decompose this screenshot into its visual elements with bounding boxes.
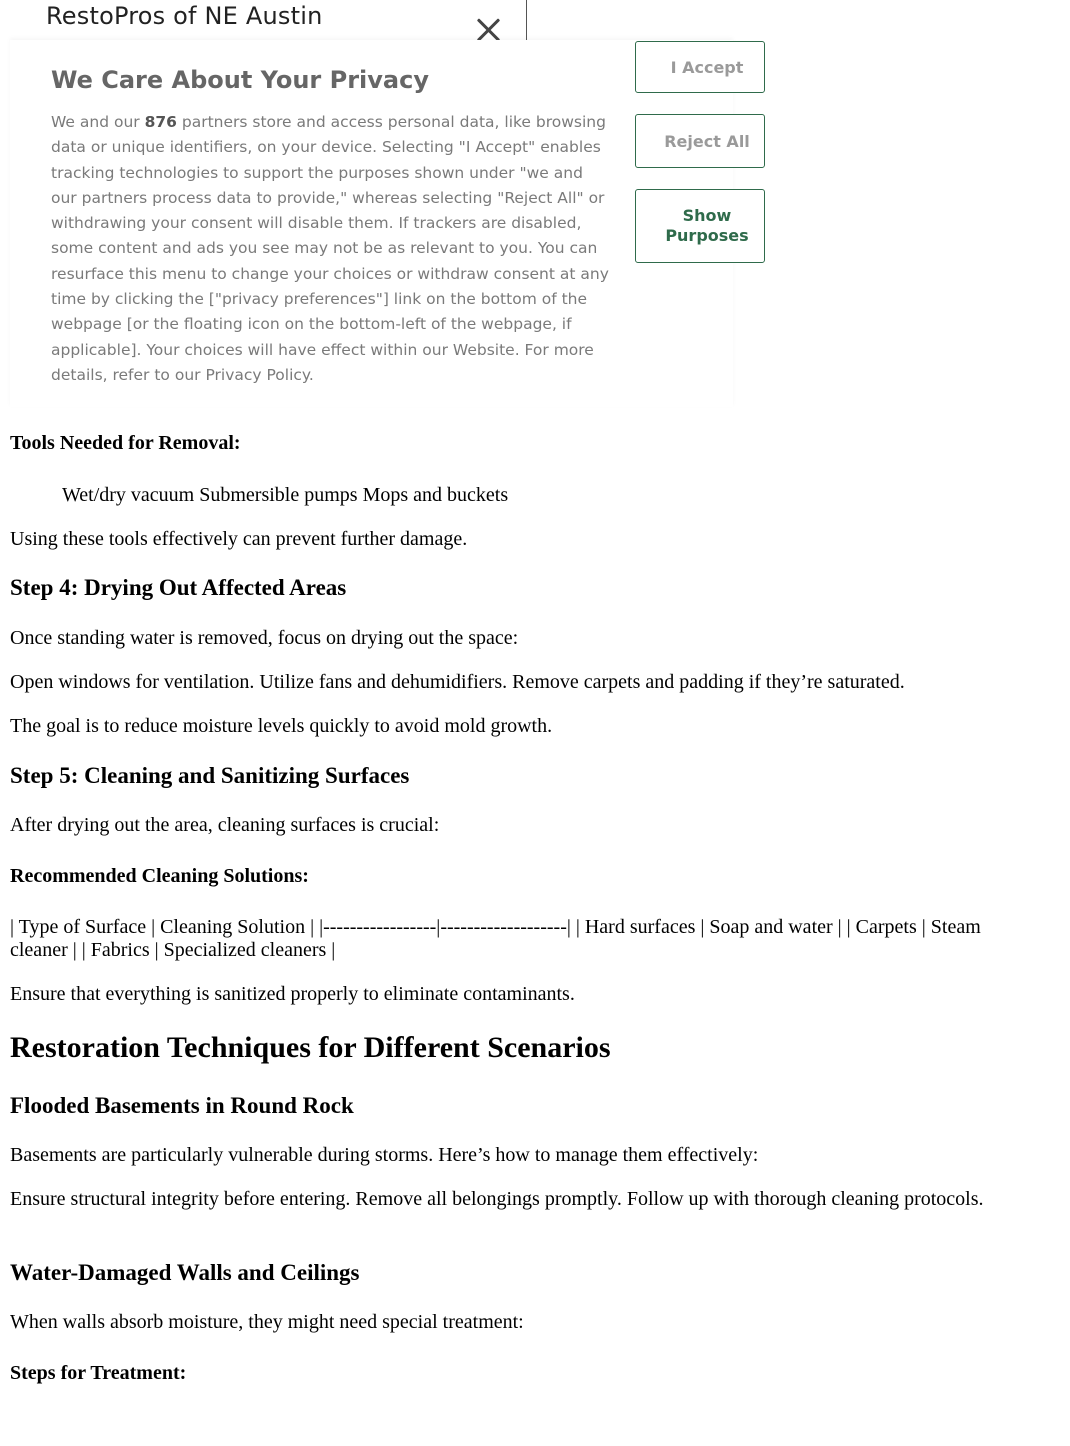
walls-intro: When walls absorb moisture, they might need special treatment:: [10, 1311, 524, 1333]
privacy-body-suffix: partners store and access personal data, like browsing data or unique identifiers, on your device. Selecting "I Accept" enables tracking technologies to support the purposes shown under "we and our partners process data to provide," whereas selecting "Reject All" or withdrawing your consent will disable them. If trackers are disabled, some content and ads you see may not be as relevant to you. You can resurface this menu to change your choices or withdraw consent at any time by clicking the ["privacy preferences"] link on the bottom of the webpage [or the floating icon on the bottom-left of the webpage, if applicable]. Your choices will have effect within our Website. For more details, refer to our Privacy Policy.: [51, 113, 609, 384]
partner-count: 876: [144, 113, 177, 131]
step4-heading: Step 4: Drying Out Affected Areas: [10, 575, 347, 600]
basements-list: Ensure structural integrity before entering. Remove all belongings promptly. Follow up with thorough cleaning protocols.: [10, 1188, 984, 1210]
step4-list: Open windows for ventilation. Utilize fans and dehumidifiers. Remove carpets and padding if they’re saturated.: [10, 671, 905, 693]
step4-goal: The goal is to reduce moisture levels quickly to avoid mold growth.: [10, 715, 553, 737]
purposes-button-label: [665, 206, 748, 246]
treatment-heading: Steps for Treatment:: [10, 1362, 187, 1384]
reject-all-button[interactable]: [635, 114, 765, 168]
purposes-line1: Show: [682, 206, 732, 225]
privacy-consent-panel: [10, 40, 750, 407]
solutions-heading: Recommended Cleaning Solutions:: [10, 865, 309, 887]
privacy-title: We Care About Your Privacy: [51, 66, 429, 94]
basements-heading: Flooded Basements in Round Rock: [10, 1093, 354, 1118]
step5-heading: Step 5: Cleaning and Sanitizing Surfaces: [10, 763, 410, 788]
site-title: RestoPros of NE Austin: [46, 2, 323, 30]
walls-heading: Water-Damaged Walls and Ceilings: [10, 1260, 360, 1285]
basements-intro: Basements are particularly vulnerable during storms. Here’s how to manage them effectively:: [10, 1144, 759, 1166]
privacy-body: [51, 110, 611, 388]
step4-intro: Once standing water is removed, focus on drying out the space:: [10, 627, 519, 649]
tools-heading: Tools Needed for Removal:: [10, 432, 241, 454]
consent-header: [0, 0, 527, 40]
purposes-line2: Purposes: [665, 226, 749, 245]
sanitize-note: Ensure that everything is sanitized properly to eliminate contaminants.: [10, 983, 575, 1005]
step5-intro: After drying out the area, cleaning surfaces is crucial:: [10, 814, 440, 836]
accept-button[interactable]: [635, 41, 765, 93]
reject-button-label: Reject All: [664, 131, 750, 151]
show-purposes-button[interactable]: [635, 189, 765, 263]
privacy-body-prefix: We and our: [51, 113, 145, 131]
techniques-heading: Restoration Techniques for Different Scenarios: [10, 1031, 611, 1064]
tools-note: Using these tools effectively can prevent further damage.: [10, 528, 468, 550]
accept-button-label: I Accept: [670, 57, 744, 77]
tools-list: Wet/dry vacuum Submersible pumps Mops and buckets: [62, 484, 509, 506]
solutions-table-text: | Type of Surface | Cleaning Solution | |-----------------|-------------------| | Hard surfaces | Soap and water | | Carpets | Steam cleaner | | Fabrics | Specialized cleaners |: [10, 916, 981, 961]
